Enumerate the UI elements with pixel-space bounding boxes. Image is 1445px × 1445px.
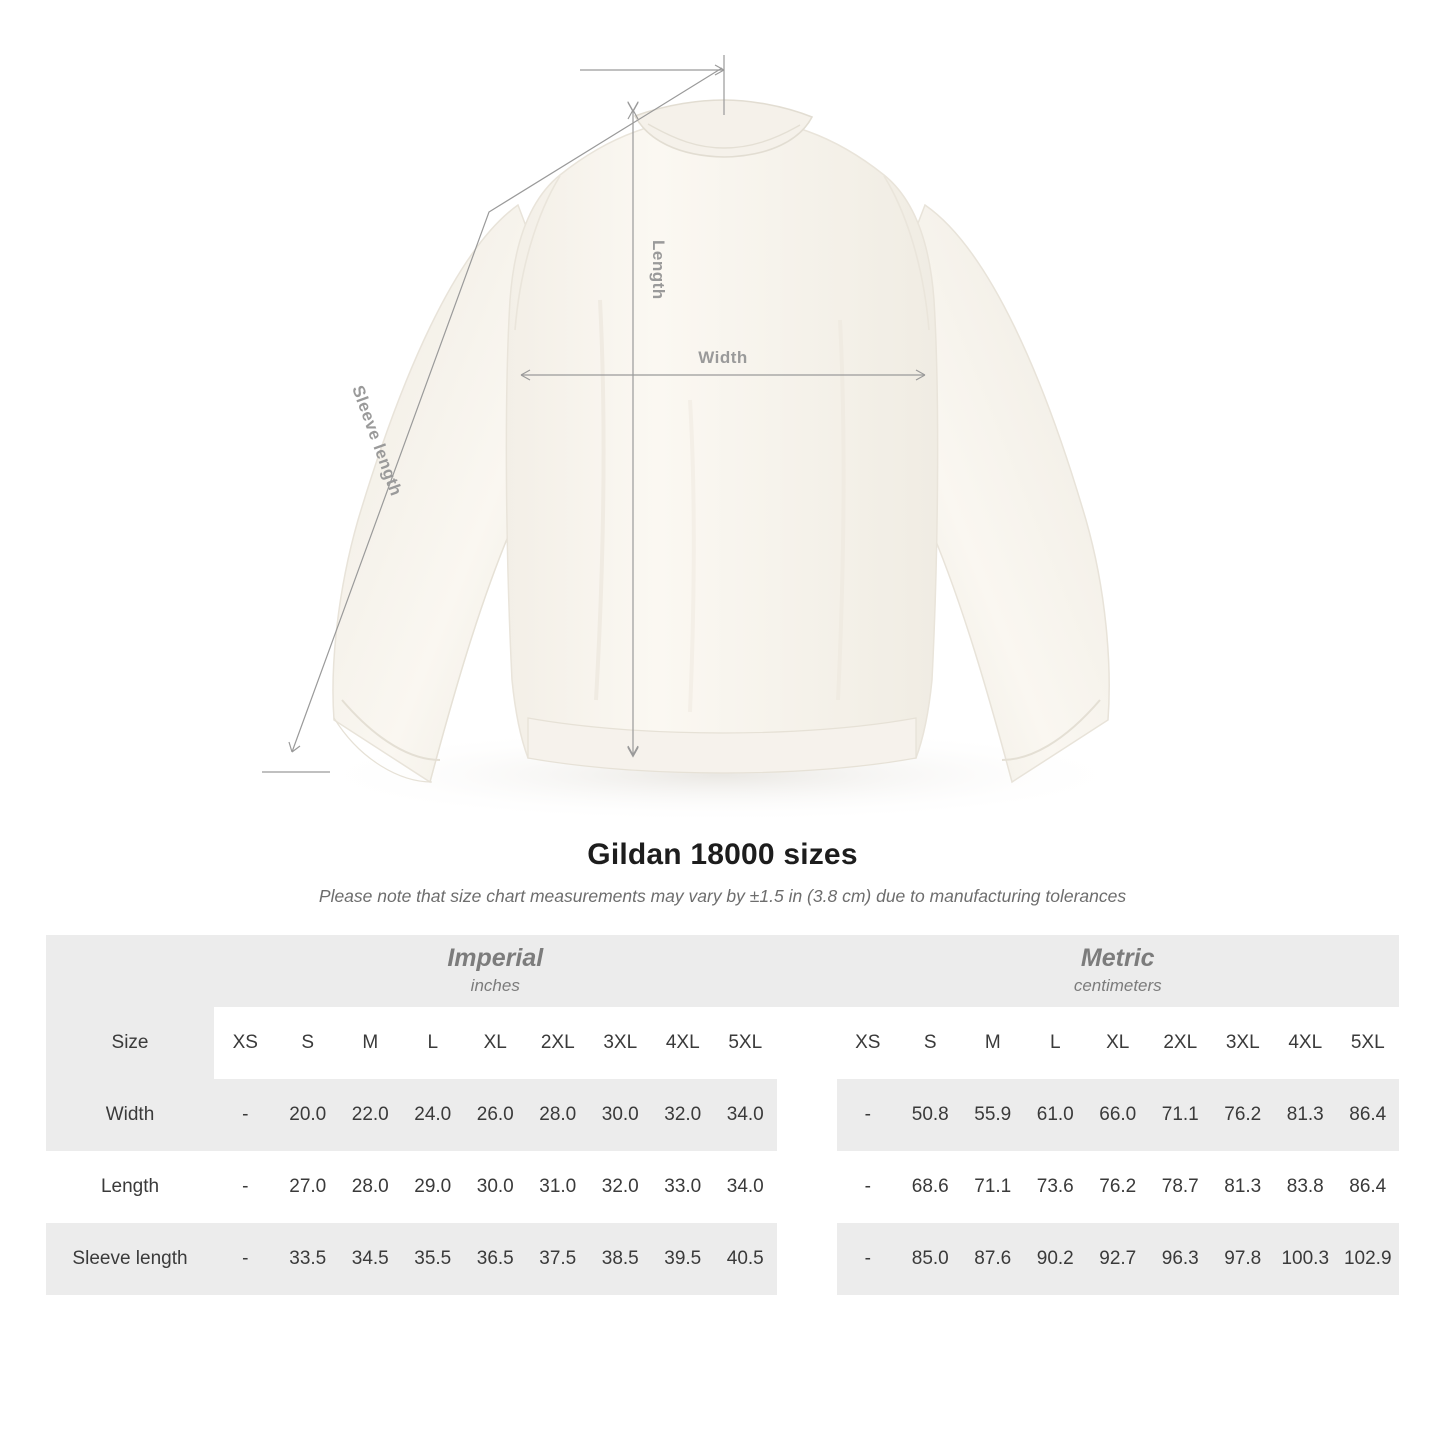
cell-met-length-2: 71.1 [962, 1151, 1025, 1223]
cell-imp-width-2: 22.0 [339, 1079, 402, 1151]
cell-imp-width-3: 24.0 [402, 1079, 465, 1151]
cell-imp-width-5: 28.0 [527, 1079, 590, 1151]
cell-met-sleeve-0: - [837, 1223, 900, 1295]
cell-met-sleeve-5: 96.3 [1149, 1223, 1212, 1295]
table-row-sleeve-length [46, 1223, 1399, 1295]
width-label: Width [698, 348, 748, 367]
length-label: Length [649, 240, 668, 300]
cell-imp-sleeve-1: 33.5 [277, 1223, 340, 1295]
unit-header-row [46, 935, 1399, 1007]
header-gap-cell [777, 1007, 837, 1079]
metric-system-label: Metric [1080, 943, 1155, 972]
col-head-met-8: 5XL [1337, 1007, 1400, 1079]
cell-imp-sleeve-7: 39.5 [652, 1223, 715, 1295]
cell-met-sleeve-4: 92.7 [1087, 1223, 1150, 1295]
metric-unit-label: centimeters [1073, 975, 1162, 995]
cell-imp-width-8: 34.0 [714, 1079, 777, 1151]
col-head-met-1: S [899, 1007, 962, 1079]
cell-imp-width-0: - [214, 1079, 277, 1151]
cell-imp-length-2: 28.0 [339, 1151, 402, 1223]
cell-met-width-6: 76.2 [1212, 1079, 1275, 1151]
width-dimension-arrow [521, 348, 925, 380]
unit-header-gap [777, 935, 837, 1007]
cell-imp-width-7: 32.0 [652, 1079, 715, 1151]
imperial-unit-label: inches [470, 975, 520, 995]
col-head-met-4: XL [1087, 1007, 1150, 1079]
cell-imp-length-1: 27.0 [277, 1151, 340, 1223]
cell-met-width-8: 86.4 [1337, 1079, 1400, 1151]
cell-met-sleeve-8: 102.9 [1337, 1223, 1400, 1295]
row-label-sleeve-length: Sleeve length [46, 1223, 214, 1295]
size-header-row [46, 1007, 1399, 1079]
cell-imp-length-5: 31.0 [527, 1151, 590, 1223]
col-head-met-6: 3XL [1212, 1007, 1275, 1079]
cell-imp-length-0: - [214, 1151, 277, 1223]
row-label-width: Width [46, 1079, 214, 1151]
col-head-imp-3: L [402, 1007, 465, 1079]
cell-met-sleeve-3: 90.2 [1024, 1223, 1087, 1295]
col-head-met-7: 4XL [1274, 1007, 1337, 1079]
cell-met-width-2: 55.9 [962, 1079, 1025, 1151]
cell-met-length-8: 86.4 [1337, 1151, 1400, 1223]
cell-imp-width-1: 20.0 [277, 1079, 340, 1151]
cell-met-sleeve-7: 100.3 [1274, 1223, 1337, 1295]
size-table [46, 935, 1399, 1295]
cell-imp-length-7: 33.0 [652, 1151, 715, 1223]
cell-imp-width-4: 26.0 [464, 1079, 527, 1151]
col-head-imp-7: 4XL [652, 1007, 715, 1079]
cell-met-width-1: 50.8 [899, 1079, 962, 1151]
cell-imp-length-8: 34.0 [714, 1151, 777, 1223]
row-gap-sleeve [777, 1223, 837, 1295]
cell-imp-sleeve-0: - [214, 1223, 277, 1295]
sleeve-length-label: Sleeve length [348, 382, 406, 499]
page-title: Gildan 18000 sizes [587, 838, 858, 871]
col-head-met-5: 2XL [1149, 1007, 1212, 1079]
cell-met-length-7: 83.8 [1274, 1151, 1337, 1223]
tolerance-note: Please note that size chart measurements may vary by ±1.5 in (3.8 cm) due to manufacturing tolerances [318, 886, 1127, 906]
cell-imp-sleeve-5: 37.5 [527, 1223, 590, 1295]
col-head-met-0: XS [837, 1007, 900, 1079]
cell-met-width-7: 81.3 [1274, 1079, 1337, 1151]
imperial-system-label: Imperial [447, 943, 544, 972]
metric-header [837, 935, 1400, 1007]
col-head-imp-4: XL [464, 1007, 527, 1079]
cell-imp-sleeve-6: 38.5 [589, 1223, 652, 1295]
cell-met-length-3: 73.6 [1024, 1151, 1087, 1223]
cell-met-width-3: 61.0 [1024, 1079, 1087, 1151]
size-row-label: Size [46, 1007, 214, 1079]
col-head-imp-5: 2XL [527, 1007, 590, 1079]
col-head-imp-8: 5XL [714, 1007, 777, 1079]
row-gap-width [777, 1079, 837, 1151]
cell-met-length-1: 68.6 [899, 1151, 962, 1223]
sleeve-length-dimension-arrow [262, 55, 724, 772]
table-row-length [46, 1151, 1399, 1223]
cell-met-length-6: 81.3 [1212, 1151, 1275, 1223]
row-gap-length [777, 1151, 837, 1223]
cell-met-sleeve-6: 97.8 [1212, 1223, 1275, 1295]
cell-met-width-4: 66.0 [1087, 1079, 1150, 1151]
col-head-imp-1: S [277, 1007, 340, 1079]
imperial-header [214, 935, 777, 1007]
col-head-met-3: L [1024, 1007, 1087, 1079]
cell-met-width-5: 71.1 [1149, 1079, 1212, 1151]
col-head-imp-6: 3XL [589, 1007, 652, 1079]
cell-imp-sleeve-2: 34.5 [339, 1223, 402, 1295]
cell-imp-sleeve-4: 36.5 [464, 1223, 527, 1295]
cell-imp-length-3: 29.0 [402, 1151, 465, 1223]
cell-met-width-0: - [837, 1079, 900, 1151]
cell-imp-sleeve-8: 40.5 [714, 1223, 777, 1295]
size-table-wrapper [0, 935, 1445, 1295]
title-block [0, 838, 1445, 907]
cell-met-length-0: - [837, 1151, 900, 1223]
table-row-width [46, 1079, 1399, 1151]
cell-met-length-5: 78.7 [1149, 1151, 1212, 1223]
length-dimension-arrow [620, 110, 668, 755]
row-label-length: Length [46, 1151, 214, 1223]
unit-header-spacer [46, 935, 214, 1007]
cell-met-sleeve-2: 87.6 [962, 1223, 1025, 1295]
cell-imp-length-4: 30.0 [464, 1151, 527, 1223]
cell-met-sleeve-1: 85.0 [899, 1223, 962, 1295]
cell-met-length-4: 76.2 [1087, 1151, 1150, 1223]
col-head-met-2: M [962, 1007, 1025, 1079]
col-head-imp-2: M [339, 1007, 402, 1079]
cell-imp-length-6: 32.0 [589, 1151, 652, 1223]
cell-imp-sleeve-3: 35.5 [402, 1223, 465, 1295]
cell-imp-width-6: 30.0 [589, 1079, 652, 1151]
col-head-imp-0: XS [214, 1007, 277, 1079]
